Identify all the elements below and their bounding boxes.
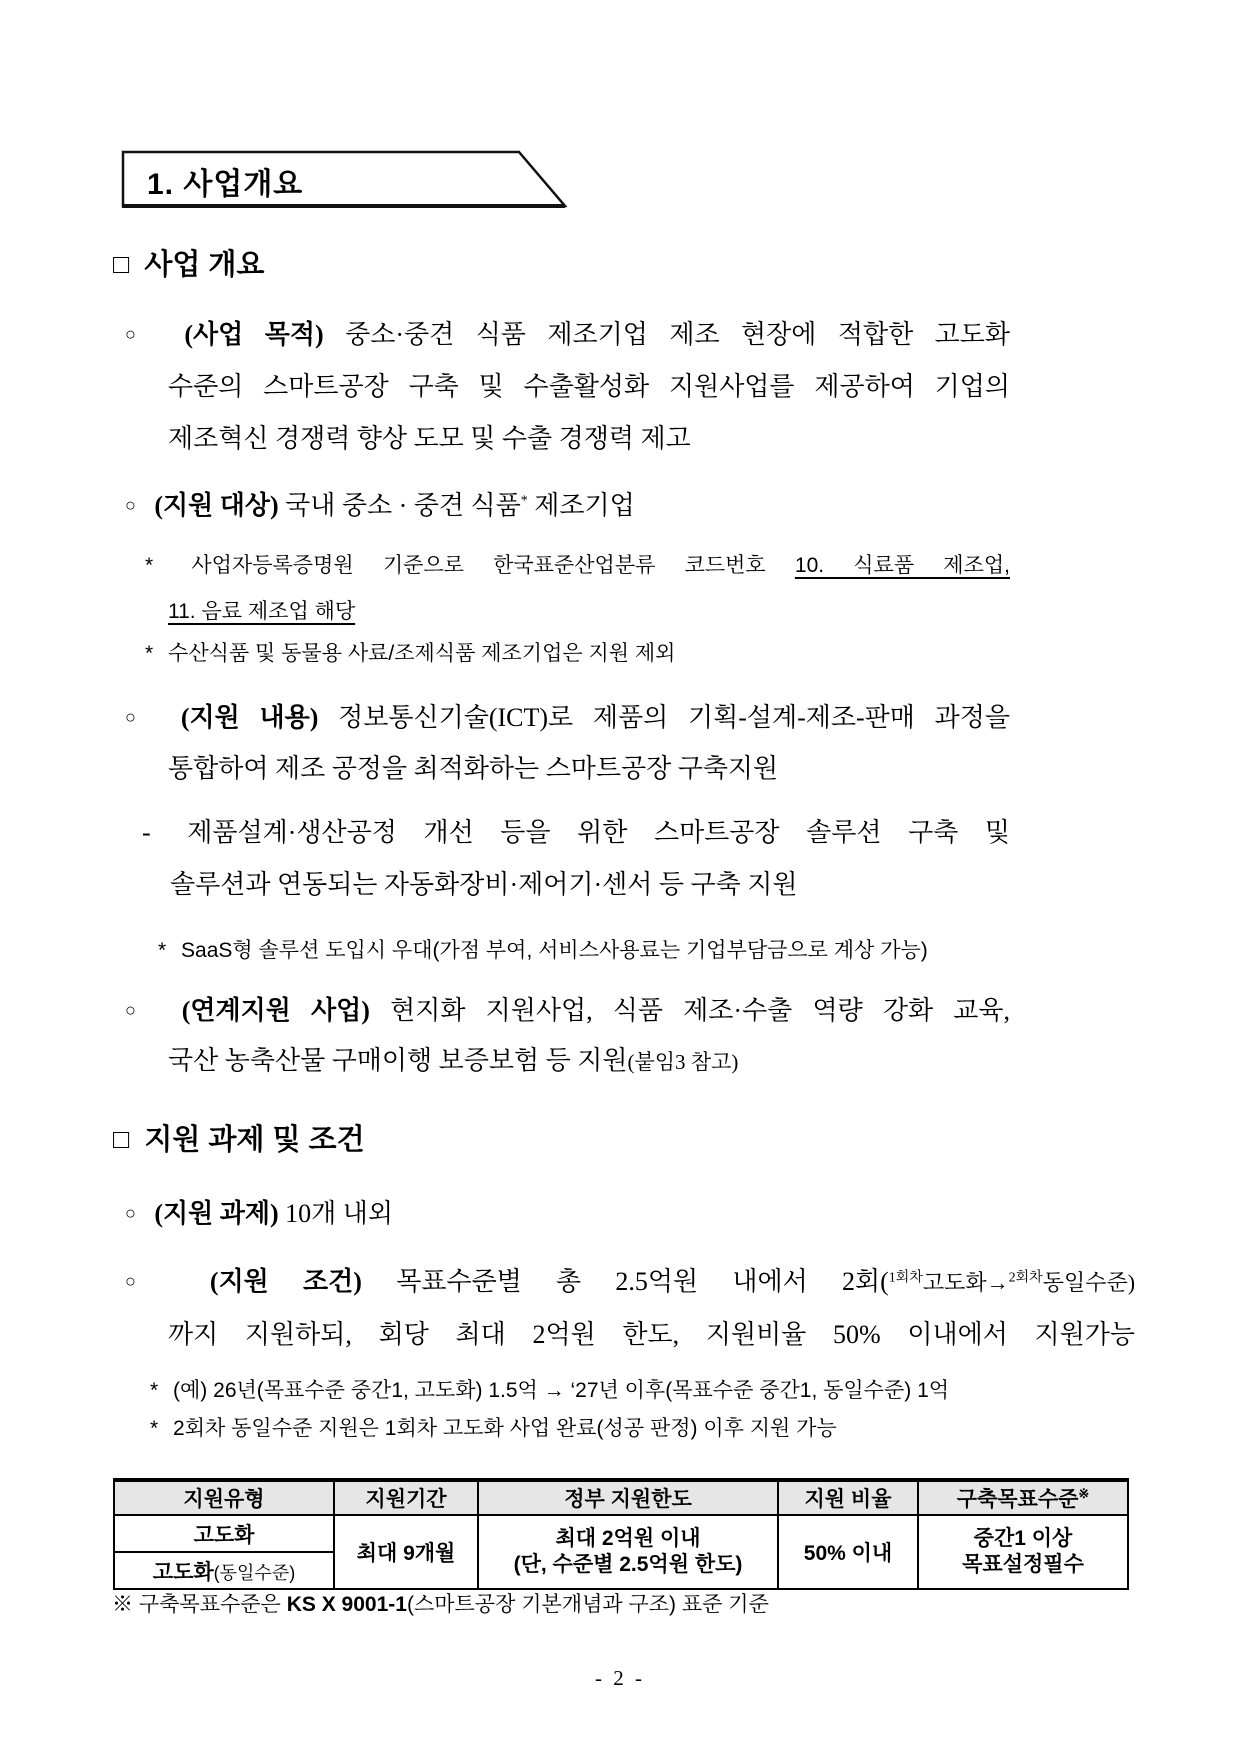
- cell-goal: [918, 1515, 1128, 1589]
- footnote-industry-line1: [145, 543, 1010, 589]
- footnote-industry-text: 사업자등록증명원 기준으로 한국표준산업분류 코드번호: [191, 554, 766, 577]
- circle-bullet-icon: ○: [125, 1000, 150, 1020]
- support-table-wrap: [113, 1478, 1129, 1590]
- table-note-standard: KS X 9001-1: [286, 1593, 407, 1616]
- linked-line1-text: 현지화 지원사업, 식품 제조·수출 역량 강화 교육,: [390, 996, 1011, 1025]
- section-title-banner: [121, 150, 567, 208]
- asterisk-icon: *: [145, 642, 154, 665]
- linked-label: (연계지원 사업): [181, 996, 370, 1025]
- footnote-saas-text: SaaS형 솔루션 도입시 우대(가점 부여, 서비스사용료는 기업부담금으로 계상 가능): [181, 939, 928, 962]
- footnote-exclude: [145, 631, 675, 677]
- condition-sup2: 2회차: [1008, 1270, 1043, 1286]
- footnote-saas: [158, 928, 928, 974]
- table-note-text1: 구축목표수준은: [138, 1593, 281, 1616]
- footnote-example-text: (예) 26년(목표수준 중간1, 고도화) 1.5억 → ‘27년 이후(목표수준 중간1, 동일수준) 1억: [173, 1379, 950, 1402]
- header-support-period: 지원기간: [334, 1480, 478, 1515]
- circle-bullet-icon: ○: [125, 707, 150, 727]
- target-label: (지원 대상): [154, 491, 279, 520]
- footnote-round: [150, 1406, 837, 1452]
- condition-mid: 고도화→: [922, 1270, 1009, 1295]
- support-table: [113, 1478, 1129, 1590]
- cell-type-same-level: 고도화(동일수준): [114, 1552, 334, 1589]
- content-line1-text: 정보통신기술(ICT)로 제품의 기획-설계-제조-판매 과정을: [338, 703, 1011, 732]
- table-note: [112, 1590, 769, 1620]
- asterisk-icon: *: [150, 1379, 159, 1402]
- footnote-industry-underline2: 11. 음료 제조업 해당: [168, 600, 356, 623]
- solution-line1: [142, 807, 1010, 859]
- cell-period: 최대 9개월: [334, 1515, 478, 1589]
- cell-ratio: 50% 이내: [778, 1515, 918, 1589]
- square-bullet-icon: □: [113, 1124, 130, 1154]
- condition-line1: [125, 1255, 1135, 1309]
- footnote-industry: [145, 543, 1010, 635]
- square-bullet-icon: □: [113, 249, 130, 279]
- linked-line2-paren: (붙임3 참고): [627, 1050, 739, 1074]
- footnote-exclude-text: 수산식품 및 동물용 사료/조제식품 제조기업은 지원 제외: [168, 642, 676, 665]
- reference-mark-icon: ※: [112, 1593, 133, 1616]
- table-header-row: [114, 1480, 1128, 1515]
- item-target: [125, 479, 1010, 532]
- item-content: [125, 692, 1010, 794]
- header-goal-level: 구축목표수준※: [918, 1480, 1128, 1515]
- cell-goal-line2: 목표설정필수: [962, 1553, 1084, 1576]
- condition-line1-text: 목표수준별 총 2.5억원 내에서 2회(: [396, 1267, 889, 1296]
- purpose-line1-text: 중소·중견 식품 제조기업 제조 현장에 적합한 고도화: [345, 320, 1011, 349]
- table-note-text2: (스마트공장 기본개념과 구조) 표준 기준: [406, 1593, 769, 1616]
- linked-line1: [125, 985, 1010, 1036]
- header-gov-limit: 정부 지원한도: [478, 1480, 778, 1515]
- content-line1: [125, 692, 1010, 743]
- item-linked: [125, 985, 1010, 1087]
- item-condition: [125, 1255, 1135, 1361]
- purpose-label: (사업 목적): [184, 320, 324, 349]
- target-text1: 국내 중소 · 중견 식품: [285, 491, 521, 520]
- heading-overview-text: 사업 개요: [144, 249, 265, 281]
- page-number: - 2 -: [595, 1666, 645, 1690]
- circle-bullet-icon: ○: [125, 495, 136, 515]
- solution-line2: 솔루션과 연동되는 자동화장비·제어기·센서 등 구축 지원: [170, 870, 798, 899]
- asterisk-icon: *: [158, 939, 167, 962]
- purpose-line3: 제조혁신 경쟁력 향상 도모 및 수출 경쟁력 제고: [168, 424, 691, 453]
- linked-line2-text: 국산 농축산물 구매이행 보증보험 등 지원: [168, 1046, 628, 1075]
- section-title: 1. 사업개요: [147, 168, 304, 201]
- cell-goal-line1: 중간1 이상: [973, 1527, 1073, 1550]
- circle-bullet-icon: ○: [125, 324, 151, 344]
- target-text2: 제조기업: [534, 491, 635, 520]
- heading-conditions-text: 지원 과제 및 조건: [144, 1124, 365, 1156]
- footnote-industry-line2: [145, 589, 1010, 635]
- heading-overview: [113, 243, 264, 286]
- reference-mark-icon: ※: [1078, 1486, 1090, 1501]
- condition-paren: [889, 1270, 1135, 1295]
- header-support-type: 지원유형: [114, 1480, 334, 1515]
- tasks-line: [125, 1187, 1010, 1240]
- linked-line2: [125, 1036, 1010, 1087]
- cell-type-advanced: 고도화: [114, 1515, 334, 1552]
- tasks-text: 10개 내외: [285, 1199, 394, 1228]
- purpose-line2: 수준의 스마트공장 구축 및 수출활성화 지원사업를 제공하여 기업의: [168, 372, 1010, 401]
- cell-limit: [478, 1515, 778, 1589]
- item-solution: [142, 807, 1010, 911]
- footnote-industry-underline1: 10. 식료품 제조업,: [794, 554, 1010, 577]
- table-row: [114, 1515, 1128, 1552]
- tasks-label: (지원 과제): [154, 1199, 279, 1228]
- circle-bullet-icon: ○: [125, 1271, 164, 1291]
- target-footnote-sup: *: [520, 493, 528, 509]
- item-purpose: [125, 308, 1010, 465]
- condition-tail: 동일수준): [1042, 1270, 1136, 1295]
- cell-limit-line2: (단, 수준별 2.5억원 한도): [513, 1553, 743, 1576]
- content-label: (지원 내용): [180, 703, 319, 732]
- cell-limit-line1: 최대 2억원 이내: [555, 1527, 701, 1550]
- condition-sup1: 1회차: [888, 1270, 923, 1286]
- circle-bullet-icon: ○: [125, 1203, 136, 1223]
- header-support-ratio: 지원 비율: [778, 1480, 918, 1515]
- solution-line1-text: 제품설계·생산공정 개선 등을 위한 스마트공장 솔루션 구축 및: [187, 818, 1011, 847]
- item-tasks: [125, 1187, 1010, 1240]
- footnote-round-text: 2회차 동일수준 지원은 1회차 고도화 사업 완료(성공 판정) 이후 지원 가능: [173, 1417, 837, 1440]
- asterisk-icon: *: [145, 554, 154, 577]
- condition-line2: 까지 지원하되, 회당 최대 2억원 한도, 지원비율 50% 이내에서 지원가능: [168, 1320, 1135, 1349]
- purpose-line1: [125, 308, 1010, 361]
- condition-label: (지원 조건): [209, 1267, 362, 1296]
- heading-conditions: [113, 1118, 365, 1161]
- dash-bullet-icon: -: [142, 818, 151, 847]
- asterisk-icon: *: [150, 1417, 159, 1440]
- target-line: [125, 479, 1010, 532]
- content-line2: 통합하여 제조 공정을 최적화하는 스마트공장 구축지원: [168, 754, 779, 783]
